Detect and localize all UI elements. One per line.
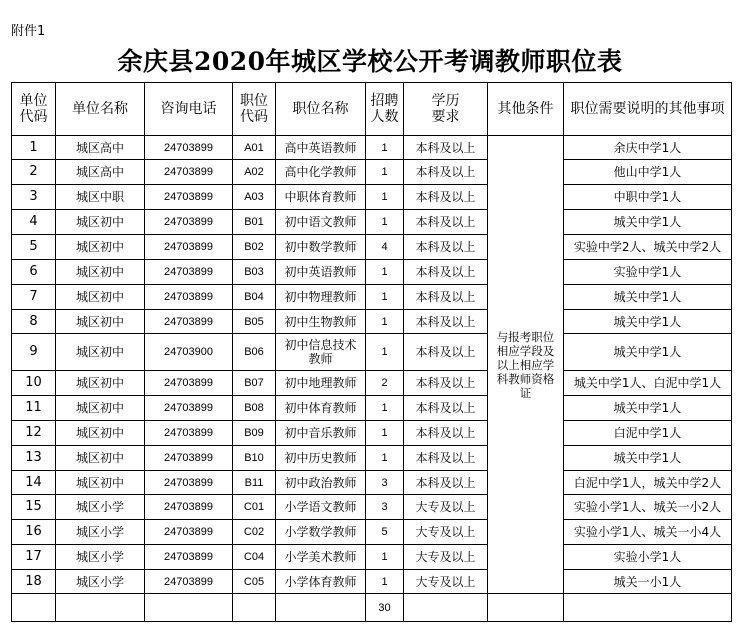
- cell-education: 本科及以上: [404, 160, 488, 185]
- cell-phone: 24703899: [145, 471, 233, 495]
- table-row: [12, 570, 732, 594]
- table-row: [12, 495, 732, 520]
- cell-row-index: 7: [12, 285, 56, 310]
- cell-recruit-count: 1: [366, 210, 404, 235]
- cell-phone: 24703899: [145, 136, 233, 160]
- cell-recruit-count: 1: [366, 570, 404, 594]
- cell-note: 实验中学1人: [564, 260, 732, 285]
- attachment-label: 附件1: [11, 24, 46, 39]
- cell-position-name: 初中数学教师: [276, 235, 366, 260]
- header-education: 学历要求: [404, 83, 488, 136]
- table-row: [12, 136, 732, 160]
- cell-education: 大专及以上: [404, 495, 488, 520]
- cell-education: 本科及以上: [404, 421, 488, 446]
- cell-unit-name: 城区初中: [56, 334, 145, 371]
- cell-phone: 24703899: [145, 371, 233, 396]
- cell-row-index: 4: [12, 210, 56, 235]
- position-table: [11, 82, 732, 622]
- cell-position-code: C01: [233, 495, 276, 520]
- cell-position-name: 初中政治教师: [276, 471, 366, 495]
- cell-position-code: B08: [233, 396, 276, 421]
- cell-recruit-count: 3: [366, 495, 404, 520]
- cell-unit-name: 城区初中: [56, 260, 145, 285]
- cell-row-index: 10: [12, 371, 56, 396]
- cell-position-name: 高中化学教师: [276, 160, 366, 185]
- cell-recruit-count: 1: [366, 446, 404, 471]
- cell-recruit-count: 1: [366, 310, 404, 334]
- cell-position-code: B10: [233, 446, 276, 471]
- cell-recruit-count: 1: [366, 285, 404, 310]
- header-unit-code: 单位代码: [12, 83, 56, 136]
- cell-unit-name: 城区初中: [56, 371, 145, 396]
- cell-position-code: B01: [233, 210, 276, 235]
- cell-phone: 24703899: [145, 396, 233, 421]
- header-recruit-count: 招聘人数: [366, 83, 404, 136]
- cell-education: 本科及以上: [404, 185, 488, 210]
- cell-row-index: 1: [12, 136, 56, 160]
- cell-phone: 24703899: [145, 285, 233, 310]
- cell-education: 本科及以上: [404, 136, 488, 160]
- cell-recruit-count: 1: [366, 260, 404, 285]
- cell-note: 城关中学1人: [564, 446, 732, 471]
- cell-row-index: 6: [12, 260, 56, 285]
- table-row: [12, 160, 732, 185]
- cell-position-name: 小学数学教师: [276, 520, 366, 545]
- cell-note: 实验小学1人、城关一小2人: [564, 495, 732, 520]
- cell-position-name: 初中语文教师: [276, 210, 366, 235]
- cell-position-name: 小学体育教师: [276, 570, 366, 594]
- table-row: [12, 371, 732, 396]
- cell-unit-name: 城区初中: [56, 421, 145, 446]
- total-empty-cell: [12, 594, 56, 622]
- cell-recruit-count: 1: [366, 334, 404, 371]
- cell-education: 大专及以上: [404, 520, 488, 545]
- cell-note: 城关中学1人: [564, 210, 732, 235]
- cell-note: 中职中学1人: [564, 185, 732, 210]
- cell-position-code: A01: [233, 136, 276, 160]
- header-other-conditions: 其他条件: [488, 83, 564, 136]
- total-empty-cell: [564, 594, 732, 622]
- cell-recruit-count: 1: [366, 136, 404, 160]
- table-row: [12, 310, 732, 334]
- total-empty-cell: [233, 594, 276, 622]
- cell-unit-name: 城区小学: [56, 495, 145, 520]
- cell-unit-name: 城区初中: [56, 210, 145, 235]
- header-phone: 咨询电话: [145, 83, 233, 136]
- cell-unit-name: 城区初中: [56, 446, 145, 471]
- total-count: 30: [366, 594, 404, 622]
- cell-position-name: 小学美术教师: [276, 545, 366, 570]
- cell-recruit-count: 3: [366, 471, 404, 495]
- cell-position-name: 初中英语教师: [276, 260, 366, 285]
- total-empty-cell: [56, 594, 145, 622]
- cell-position-name: 初中体育教师: [276, 396, 366, 421]
- total-empty-cell: [404, 594, 488, 622]
- cell-unit-name: 城区小学: [56, 545, 145, 570]
- table-row: [12, 260, 732, 285]
- cell-phone: 24703899: [145, 235, 233, 260]
- cell-unit-name: 城区初中: [56, 310, 145, 334]
- cell-unit-name: 城区中职: [56, 185, 145, 210]
- table-row: [12, 210, 732, 235]
- cell-recruit-count: 4: [366, 235, 404, 260]
- cell-recruit-count: 1: [366, 160, 404, 185]
- cell-position-name: 初中生物教师: [276, 310, 366, 334]
- cell-position-code: A02: [233, 160, 276, 185]
- table-row: [12, 545, 732, 570]
- cell-note: 城关中学1人: [564, 285, 732, 310]
- cell-row-index: 13: [12, 446, 56, 471]
- table-row: [12, 334, 732, 371]
- header-notes: 职位需要说明的其他事项: [564, 83, 732, 136]
- cell-phone: 24703899: [145, 446, 233, 471]
- cell-row-index: 3: [12, 185, 56, 210]
- cell-recruit-count: 2: [366, 371, 404, 396]
- cell-position-name: 初中信息技术教师: [276, 334, 366, 371]
- cell-row-index: 5: [12, 235, 56, 260]
- header-row: [12, 83, 732, 136]
- table-row: [12, 396, 732, 421]
- cell-education: 本科及以上: [404, 310, 488, 334]
- cell-recruit-count: 1: [366, 396, 404, 421]
- cell-unit-name: 城区小学: [56, 520, 145, 545]
- other-conditions-cell: 与报考职位相应学段及以上相应学科教师资格证: [488, 136, 564, 594]
- cell-note: 他山中学1人: [564, 160, 732, 185]
- cell-unit-name: 城区高中: [56, 160, 145, 185]
- total-empty-cell: [276, 594, 366, 622]
- cell-position-code: B02: [233, 235, 276, 260]
- cell-row-index: 8: [12, 310, 56, 334]
- cell-phone: 24703899: [145, 160, 233, 185]
- cell-phone: 24703900: [145, 334, 233, 371]
- cell-phone: 24703899: [145, 185, 233, 210]
- table-body: [12, 136, 732, 622]
- total-empty-cell: [488, 594, 564, 622]
- cell-position-code: C02: [233, 520, 276, 545]
- cell-recruit-count: 5: [366, 520, 404, 545]
- cell-note: 实验小学1人: [564, 545, 732, 570]
- page-title: 余庆县2020年城区学校公开考调教师职位表: [117, 47, 623, 76]
- table-row: [12, 446, 732, 471]
- table-row: [12, 235, 732, 260]
- cell-education: 本科及以上: [404, 235, 488, 260]
- cell-position-code: A03: [233, 185, 276, 210]
- cell-row-index: 18: [12, 570, 56, 594]
- cell-position-code: B05: [233, 310, 276, 334]
- cell-unit-name: 城区初中: [56, 396, 145, 421]
- cell-row-index: 15: [12, 495, 56, 520]
- cell-position-code: C04: [233, 545, 276, 570]
- cell-phone: 24703899: [145, 520, 233, 545]
- cell-phone: 24703899: [145, 260, 233, 285]
- header-position-code: 职位代码: [233, 83, 276, 136]
- cell-unit-name: 城区小学: [56, 570, 145, 594]
- cell-position-name: 初中地理教师: [276, 371, 366, 396]
- cell-phone: 24703899: [145, 210, 233, 235]
- table-row: [12, 520, 732, 545]
- cell-note: 实验中学2人、城关中学2人: [564, 235, 732, 260]
- total-empty-cell: [145, 594, 233, 622]
- cell-education: 大专及以上: [404, 570, 488, 594]
- cell-recruit-count: 1: [366, 545, 404, 570]
- cell-education: 本科及以上: [404, 334, 488, 371]
- cell-note: 城关中学1人、白泥中学1人: [564, 371, 732, 396]
- cell-education: 本科及以上: [404, 210, 488, 235]
- cell-note: 实验小学1人、城关一小4人: [564, 520, 732, 545]
- cell-education: 本科及以上: [404, 446, 488, 471]
- cell-education: 本科及以上: [404, 285, 488, 310]
- cell-phone: 24703899: [145, 310, 233, 334]
- cell-position-name: 初中历史教师: [276, 446, 366, 471]
- cell-unit-name: 城区高中: [56, 136, 145, 160]
- cell-phone: 24703899: [145, 545, 233, 570]
- cell-position-code: B06: [233, 334, 276, 371]
- cell-education: 本科及以上: [404, 371, 488, 396]
- cell-unit-name: 城区初中: [56, 285, 145, 310]
- cell-note: 城关中学1人: [564, 334, 732, 371]
- cell-note: 白泥中学1人，城关中学2人: [564, 471, 732, 495]
- cell-row-index: 14: [12, 471, 56, 495]
- cell-row-index: 16: [12, 520, 56, 545]
- cell-row-index: 9: [12, 334, 56, 371]
- total-row: [12, 594, 732, 622]
- header-position-name: 职位名称: [276, 83, 366, 136]
- table-row: [12, 471, 732, 495]
- cell-position-name: 中职体育教师: [276, 185, 366, 210]
- cell-note: 城关一小1人: [564, 570, 732, 594]
- table-row: [12, 421, 732, 446]
- cell-recruit-count: 1: [366, 421, 404, 446]
- cell-recruit-count: 1: [366, 185, 404, 210]
- cell-note: 余庆中学1人: [564, 136, 732, 160]
- cell-position-code: B03: [233, 260, 276, 285]
- cell-phone: 24703899: [145, 570, 233, 594]
- cell-note: 城关中学1人: [564, 396, 732, 421]
- cell-education: 本科及以上: [404, 396, 488, 421]
- cell-position-name: 高中英语教师: [276, 136, 366, 160]
- cell-row-index: 11: [12, 396, 56, 421]
- cell-position-code: C05: [233, 570, 276, 594]
- table-row: [12, 285, 732, 310]
- cell-position-code: B04: [233, 285, 276, 310]
- cell-education: 大专及以上: [404, 545, 488, 570]
- cell-education: 本科及以上: [404, 471, 488, 495]
- cell-note: 城关中学1人: [564, 310, 732, 334]
- cell-position-name: 小学语文教师: [276, 495, 366, 520]
- cell-position-code: B09: [233, 421, 276, 446]
- header-unit-name: 单位名称: [56, 83, 145, 136]
- cell-position-code: B11: [233, 471, 276, 495]
- cell-phone: 24703899: [145, 421, 233, 446]
- cell-note: 白泥中学1人: [564, 421, 732, 446]
- cell-position-name: 初中物理教师: [276, 285, 366, 310]
- cell-row-index: 12: [12, 421, 56, 446]
- cell-unit-name: 城区初中: [56, 471, 145, 495]
- cell-unit-name: 城区初中: [56, 235, 145, 260]
- cell-row-index: 17: [12, 545, 56, 570]
- cell-position-name: 初中音乐教师: [276, 421, 366, 446]
- table-row: [12, 185, 732, 210]
- cell-phone: 24703899: [145, 495, 233, 520]
- cell-row-index: 2: [12, 160, 56, 185]
- cell-position-code: B07: [233, 371, 276, 396]
- cell-education: 本科及以上: [404, 260, 488, 285]
